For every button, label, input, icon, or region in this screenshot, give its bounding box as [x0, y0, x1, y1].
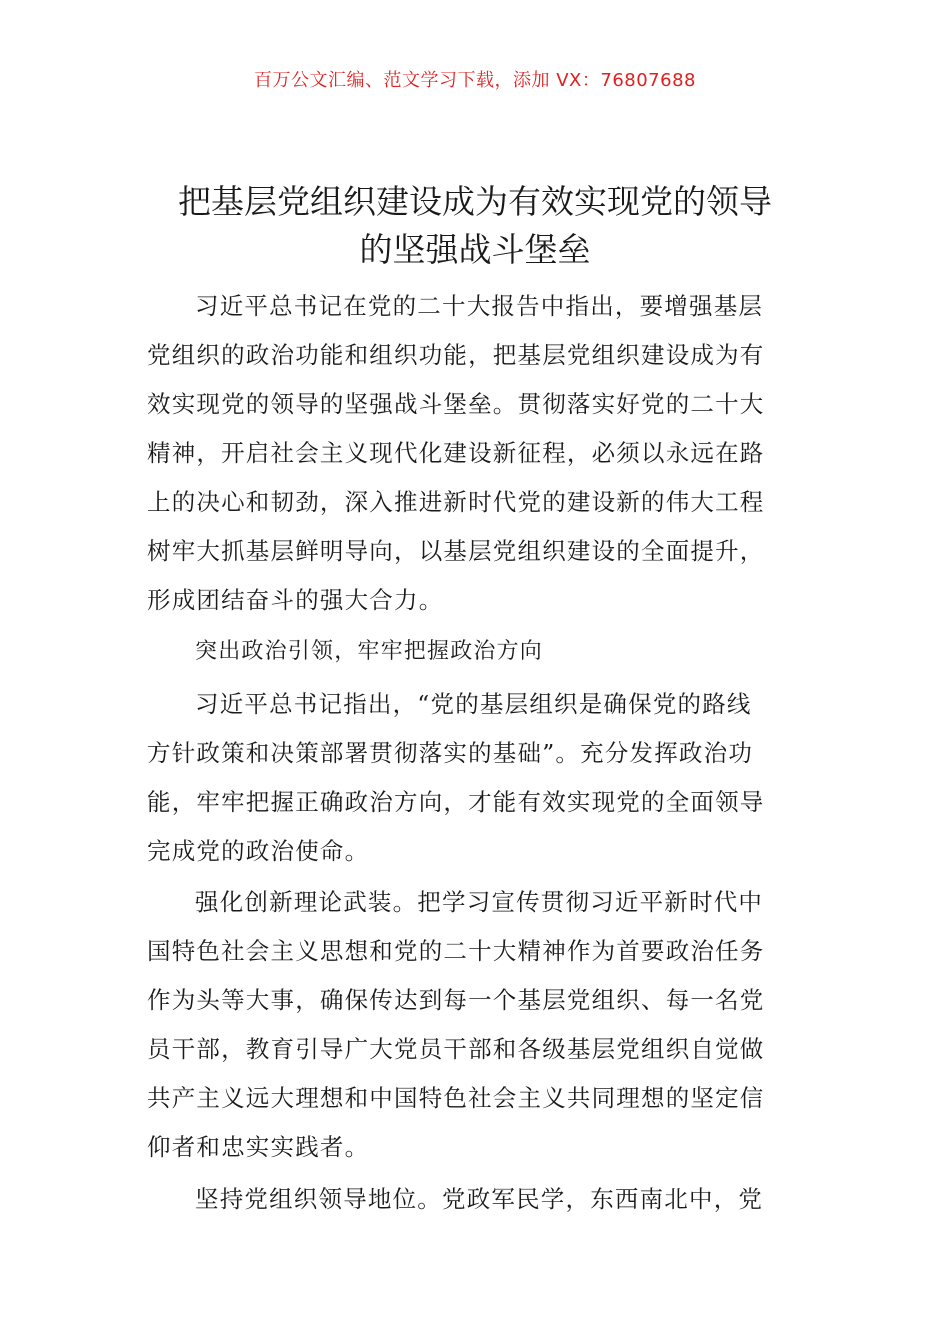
paragraph-line: 树牢大抓基层鲜明导向，以基层党组织建设的全面提升， [147, 537, 765, 565]
paragraph-line: 效实现党的领导的坚强战斗堡垒。贯彻落实好党的二十大 [147, 390, 765, 418]
title-line-1: 把基层党组织建设成为有效实现党的领导 [178, 182, 772, 221]
page-title [130, 178, 820, 274]
section-subheading: 突出政治引领，牢牢把握政治方向 [195, 639, 544, 664]
paragraph-line: 国特色社会主义思想和党的二十大精神作为首要政治任务 [147, 937, 765, 965]
paragraph-line: 坚持党组织领导地位。党政军民学，东西南北中，党 [195, 1185, 764, 1213]
paragraph-line: 党组织的政治功能和组织功能，把基层党组织建设成为有 [147, 341, 765, 369]
paragraph-line: 能，牢牢把握正确政治方向，才能有效实现党的全面领导 [147, 788, 765, 816]
paragraph-line: 上的决心和韧劲，深入推进新时代党的建设新的伟大工程 [147, 488, 765, 516]
paragraph-line: 员干部，教育引导广大党员干部和各级基层党组织自觉做 [147, 1035, 765, 1063]
title-line-2: 的坚强战斗堡垒 [359, 230, 591, 269]
paragraph-line: 精神，开启社会主义现代化建设新征程，必须以永远在路 [147, 439, 765, 467]
paragraph-line: 习近平总书记在党的二十大报告中指出，要增强基层 [195, 292, 764, 320]
header-watermark-note: 百万公文汇编、范文学习下载，添加 VX：76807688 [254, 70, 696, 91]
paragraph-line: 共产主义远大理想和中国特色社会主义共同理想的坚定信 [147, 1084, 765, 1112]
paragraph-line: 方针政策和决策部署贯彻落实的基础”。充分发挥政治功 [147, 739, 754, 767]
paragraph-line: 习近平总书记指出，“党的基层组织是确保党的路线 [195, 690, 752, 718]
paragraph-line: 强化创新理论武装。把学习宣传贯彻习近平新时代中 [195, 888, 764, 916]
paragraph-line: 作为头等大事，确保传达到每一个基层党组织、每一名党 [147, 986, 765, 1014]
paragraph-line: 形成团结奋斗的强大合力。 [147, 586, 444, 614]
paragraph-line: 仰者和忠实实践者。 [147, 1133, 370, 1161]
paragraph-line: 完成党的政治使命。 [147, 837, 370, 865]
